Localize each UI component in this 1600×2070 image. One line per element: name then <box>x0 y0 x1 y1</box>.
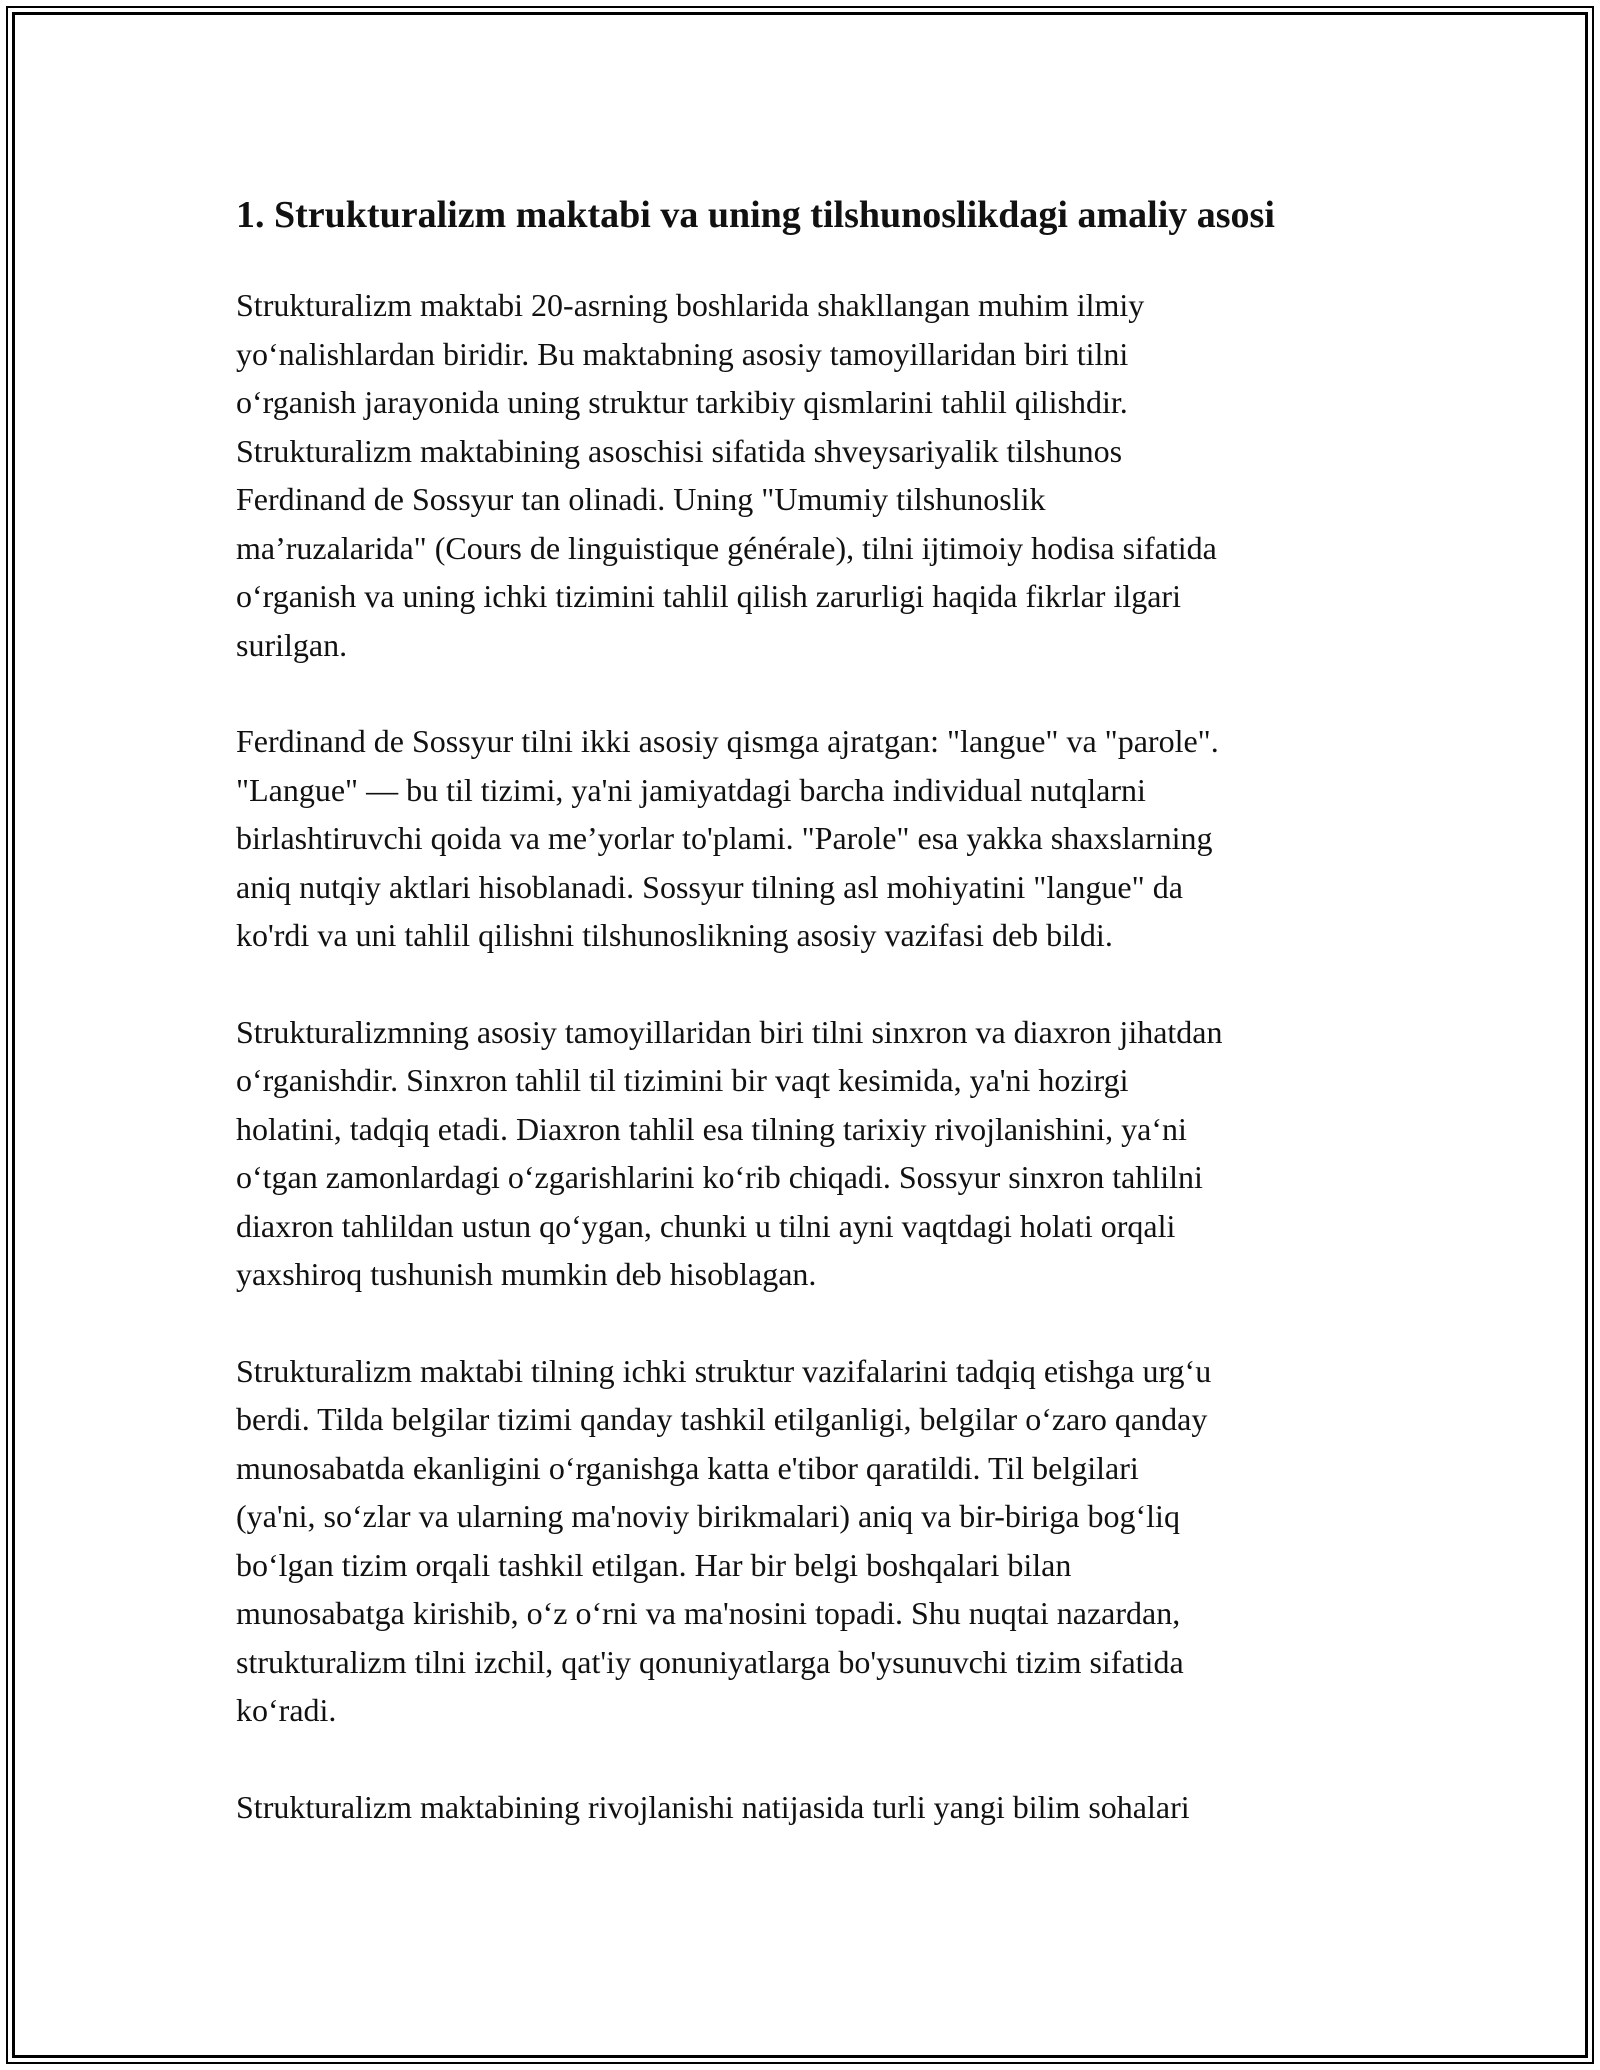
paragraph-line: Strukturalizmning asosiy tamoyillaridan biri tilni sinxron va diaxron jihatdan <box>236 1013 1223 1050</box>
paragraph-line: holatini, tadqiq etadi. Diaxron tahlil esa tilning tarixiy rivojlanishini, ya‘ni <box>236 1110 1187 1147</box>
paragraph-list <box>236 281 1376 1831</box>
body-paragraph <box>236 1347 1376 1735</box>
paragraph-line: aniq nutqiy aktlari hisoblanadi. Sossyur tilning asl mohiyatini "langue" da <box>236 868 1183 905</box>
paragraph-line: munosabatda ekanligini o‘rganishga katta e'tibor qaratildi. Til belgilari <box>236 1449 1139 1486</box>
paragraph-line: Strukturalizm maktabining asoschisi sifatida shveysariyalik tilshunos <box>236 432 1123 469</box>
paragraph-line: o‘rganishdir. Sinxron tahlil til tizimini bir vaqt kesimida, ya'ni hozirgi <box>236 1062 1129 1098</box>
section-heading: 1. Strukturalizm maktabi va uning tilshunoslikdagi amaliy asosi <box>236 194 1275 236</box>
paragraph-line: munosabatga kirishib, o‘z o‘rni va ma'nosini topadi. Shu nuqtai nazardan, <box>236 1595 1181 1631</box>
paragraph-line: strukturalizm tilni izchil, qat'iy qonuniyatlarga bo'ysunuvchi tizim sifatida <box>236 1643 1184 1680</box>
body-paragraph <box>236 717 1376 960</box>
paragraph-line: o‘rganish va uning ichki tizimini tahlil qilish zarurligi haqida fikrlar ilgari <box>236 578 1181 614</box>
paragraph-line: "Langue" — bu til tizimi, ya'ni jamiyatdagi barcha individual nutqlarni <box>236 771 1146 808</box>
paragraph-line: bo‘lgan tizim orqali tashkil etilgan. Har bir belgi boshqalari bilan <box>236 1546 1072 1583</box>
paragraph-line: Ferdinand de Sossyur tilni ikki asosiy qismga ajratgan: "langue" va "parole". <box>236 723 1219 759</box>
paragraph-line: berdi. Tilda belgilar tizimi qanday tashkil etilganligi, belgilar o‘zaro qanday <box>236 1401 1208 1437</box>
paragraph-line: o‘rganish jarayonida uning struktur tarkibiy qismlarini tahlil qilishdir. <box>236 384 1128 420</box>
paragraph-line: yaxshiroq tushunish mumkin deb hisoblagan. <box>236 1256 817 1292</box>
paragraph-line: ko'rdi va uni tahlil qilishni tilshunoslikning asosiy vazifasi deb bildi. <box>236 917 1113 953</box>
body-paragraph <box>236 281 1376 669</box>
paragraph-line: Strukturalizm maktabining rivojlanishi natijasida turli yangi bilim sohalari <box>236 1788 1190 1825</box>
paragraph-line: Ferdinand de Sossyur tan olinadi. Uning "Umumiy tilshunoslik <box>236 481 1046 517</box>
paragraph-line: birlashtiruvchi qoida va me’yorlar to'plami. "Parole" esa yakka shaxslarning <box>236 820 1213 856</box>
paragraph-line: Strukturalizm maktabi tilning ichki struktur vazifalarini tadqiq etishga urg‘u <box>236 1352 1212 1389</box>
paragraph-line: Strukturalizm maktabi 20-asrning boshlarida shakllangan muhim ilmiy <box>236 287 1145 323</box>
body-paragraph <box>236 1008 1376 1299</box>
paragraph-line: ko‘radi. <box>236 1692 337 1728</box>
paragraph-line: o‘tgan zamonlardagi o‘zgarishlarini ko‘rib chiqadi. Sossyur sinxron tahlilni <box>236 1159 1203 1195</box>
body-paragraph <box>236 1783 1376 1832</box>
paragraph-line: (ya'ni, so‘zlar va ularning ma'noviy birikmalari) aniq va bir-biriga bog‘liq <box>236 1498 1180 1534</box>
document-body <box>236 188 1376 1879</box>
paragraph-line: diaxron tahlildan ustun qo‘ygan, chunki u tilni ayni vaqtdagi holati orqali <box>236 1207 1176 1244</box>
paragraph-line: yo‘nalishlardan biridir. Bu maktabning asosiy tamoyillaridan biri tilni <box>236 335 1129 372</box>
paragraph-line: ma’ruzalarida" (Cours de linguistique générale), tilni ijtimoiy hodisa sifatida <box>236 529 1217 566</box>
paragraph-line: surilgan. <box>236 626 348 663</box>
